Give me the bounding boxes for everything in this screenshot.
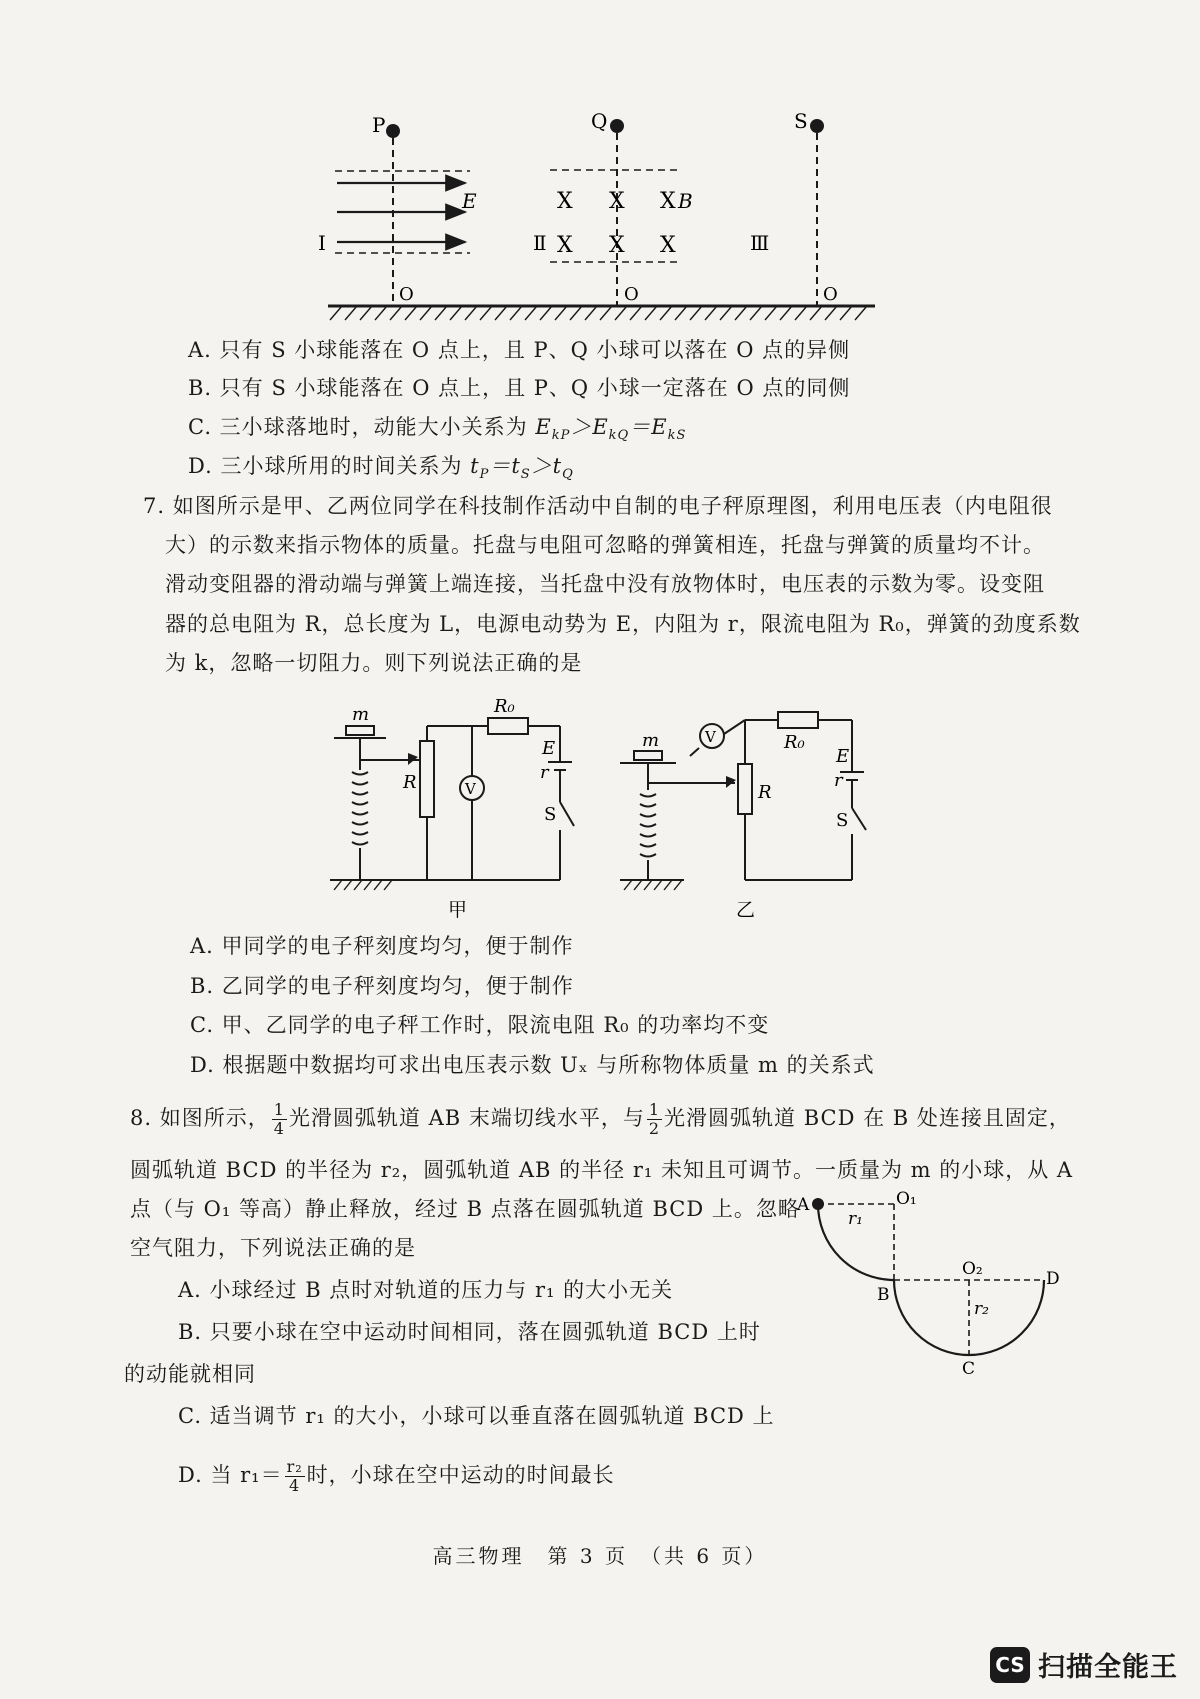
jia-label-s: S bbox=[544, 804, 557, 825]
label-b-field: B bbox=[678, 189, 693, 213]
q6-option-c-text: C. 三小球落地时，动能大小关系为 bbox=[188, 415, 536, 439]
q6-option-d-text: D. 三小球所用的时间关系为 bbox=[188, 454, 471, 478]
yi-label-r: R bbox=[758, 782, 772, 803]
yi-label-m: m bbox=[642, 730, 660, 751]
q8-option-b: B. 只要小球在空中运动时间相同，落在圆弧轨道 BCD 上时 bbox=[178, 1320, 761, 1344]
label-q: Q bbox=[591, 109, 608, 133]
fraction-one-quarter-den: 4 bbox=[273, 1119, 285, 1138]
figure-q7-circuits bbox=[0, 690, 1200, 930]
scanner-logo-icon: CS bbox=[990, 1647, 1030, 1683]
label-d: D bbox=[1046, 1269, 1060, 1289]
label-region-3: Ⅲ bbox=[750, 231, 770, 255]
q8-stem-line-2: 圆弧轨道 BCD 的半径为 r₂，圆弧轨道 AB 的半径 r₁ 未知且可调节。一质量为 m 的小球，从 A bbox=[130, 1158, 1074, 1182]
q8-option-d bbox=[178, 1458, 615, 1495]
label-c: C bbox=[962, 1359, 976, 1379]
yi-label-small-r: r bbox=[834, 770, 843, 791]
q7-stem-line-3: 滑动变阻器的滑动端与弹簧上端连接，当托盘中没有放物体时，电压表的示数为零。设变阻 bbox=[165, 572, 1045, 596]
fraction-one-quarter bbox=[272, 1101, 287, 1138]
yi-label-e: E bbox=[836, 746, 850, 767]
label-r1: r₁ bbox=[848, 1209, 863, 1229]
q7-option-b: B. 乙同学的电子秤刻度均匀，便于制作 bbox=[190, 974, 574, 998]
q6-option-b: B. 只有 S 小球能落在 O 点上，且 P、Q 小球一定落在 O 点的同侧 bbox=[188, 376, 851, 400]
fraction-one-quarter-num: 1 bbox=[273, 1100, 285, 1119]
q7-option-d: D. 根据题中数据均可求出电压表示数 Uₓ 与所称物体质量 m 的关系式 bbox=[190, 1053, 875, 1077]
q8-stem-line-1 bbox=[130, 1101, 1071, 1138]
q8-option-d-a: D. 当 r₁＝ bbox=[178, 1463, 283, 1487]
label-o1: O₁ bbox=[896, 1189, 917, 1209]
q7-option-c: C. 甲、乙同学的电子秤工作时，限流电阻 R₀ 的功率均不变 bbox=[190, 1013, 770, 1037]
svg-text:X: X bbox=[609, 189, 625, 214]
caption-jia: 甲 bbox=[448, 899, 468, 921]
caption-yi: 乙 bbox=[736, 899, 756, 921]
jia-label-small-r: r bbox=[540, 762, 549, 783]
q8-option-c: C. 适当调节 r₁ 的大小，小球可以垂直落在圆弧轨道 BCD 上 bbox=[178, 1404, 775, 1428]
label-r2: r₂ bbox=[974, 1299, 989, 1319]
q7-stem-line-1: 7. 如图所示是甲、乙两位同学在科技制作活动中自制的电子秤原理图，利用电压表（内电阻很 bbox=[143, 494, 1053, 518]
svg-text:X: X bbox=[660, 189, 676, 214]
label-region-2: Ⅱ bbox=[533, 231, 547, 255]
label-o2: O₂ bbox=[962, 1259, 983, 1279]
jia-label-e: E bbox=[542, 738, 556, 759]
label-p: P bbox=[372, 113, 386, 137]
jia-label-r: R bbox=[403, 772, 417, 793]
fraction-r2-over-4-num: r₂ bbox=[286, 1457, 303, 1476]
ball-at-a bbox=[812, 1198, 824, 1210]
q8-stem-line-1-c: 光滑圆弧轨道 BCD 在 B 处连接且固定， bbox=[664, 1106, 1071, 1130]
fraction-r2-over-4 bbox=[285, 1458, 305, 1495]
q7-stem-line-2: 大）的示数来指示物体的质量。托盘与电阻可忽略的弹簧相连，托盘与弹簧的质量均不计。 bbox=[165, 533, 1045, 557]
figure-q6-fields bbox=[0, 0, 1200, 340]
ball-s bbox=[810, 119, 824, 133]
ball-p bbox=[386, 124, 400, 138]
fraction-one-half bbox=[647, 1101, 662, 1138]
svg-text:X: X bbox=[557, 189, 573, 214]
scanner-logo-text: 扫描全能王 bbox=[1038, 1652, 1178, 1683]
page-footer: 高三物理 第 3 页 （共 6 页） bbox=[432, 1544, 768, 1568]
origin-s: O bbox=[823, 284, 838, 305]
ball-q bbox=[610, 119, 624, 133]
q8-option-a: A. 小球经过 B 点时对轨道的压力与 r₁ 的大小无关 bbox=[178, 1278, 674, 1302]
figure-q8-arcs bbox=[0, 1180, 1200, 1380]
fraction-one-half-num: 1 bbox=[648, 1100, 661, 1119]
svg-text:X: X bbox=[660, 233, 676, 258]
label-a: A bbox=[797, 1195, 810, 1215]
q7-option-a: A. 甲同学的电子秤刻度均匀，便于制作 bbox=[190, 934, 574, 958]
q7-stem-line-5: 为 k，忽略一切阻力。则下列说法正确的是 bbox=[165, 651, 583, 675]
scanner-watermark bbox=[990, 1645, 1178, 1684]
q6-option-c bbox=[188, 413, 686, 450]
label-b: B bbox=[877, 1285, 890, 1305]
q8-stem-line-1-a: 8. 如图所示， bbox=[130, 1106, 270, 1130]
q8-option-b-cont: 的动能就相同 bbox=[124, 1362, 256, 1386]
jia-label-m: m bbox=[352, 704, 370, 725]
q8-stem-line-1-b: 光滑圆弧轨道 AB 末端切线水平，与 bbox=[288, 1106, 645, 1130]
q6-option-d-math: $t_P=t_S>t_Q$ bbox=[470, 454, 574, 483]
origin-q: O bbox=[624, 284, 639, 305]
q7-stem-line-4: 器的总电阻为 R，总长度为 L，电源电动势为 E，内阻为 r，限流电阻为 R₀，弹簧的劲度系数 bbox=[165, 612, 1081, 636]
yi-label-r0: R₀ bbox=[784, 732, 805, 753]
q6-option-a: A. 只有 S 小球能落在 O 点上，且 P、Q 小球可以落在 O 点的异侧 bbox=[188, 338, 851, 362]
yi-voltmeter: V bbox=[705, 728, 716, 746]
jia-voltmeter: V bbox=[465, 780, 476, 798]
jia-label-r0: R₀ bbox=[494, 696, 515, 717]
q6-option-d bbox=[188, 452, 574, 489]
q6-option-c-math: $E_{kP}>E_{kQ}=E_{kS}$ bbox=[535, 415, 687, 444]
svg-text:X: X bbox=[609, 233, 625, 258]
q8-option-d-b: 时，小球在空中运动的时间最长 bbox=[306, 1463, 615, 1487]
fraction-one-half-den: 2 bbox=[648, 1119, 661, 1138]
label-e-field: E bbox=[462, 189, 477, 213]
svg-text:X: X bbox=[557, 233, 573, 258]
label-region-1: Ⅰ bbox=[318, 231, 326, 255]
fraction-r2-over-4-den: 4 bbox=[289, 1476, 301, 1495]
yi-label-s: S bbox=[836, 810, 849, 831]
q8-stem-line-3: 点（与 O₁ 等高）静止释放，经过 B 点落在圆弧轨道 BCD 上。忽略 bbox=[130, 1197, 800, 1221]
q8-stem-line-4: 空气阻力，下列说法正确的是 bbox=[130, 1236, 416, 1260]
label-s: S bbox=[794, 109, 808, 133]
origin-p: O bbox=[399, 284, 414, 305]
